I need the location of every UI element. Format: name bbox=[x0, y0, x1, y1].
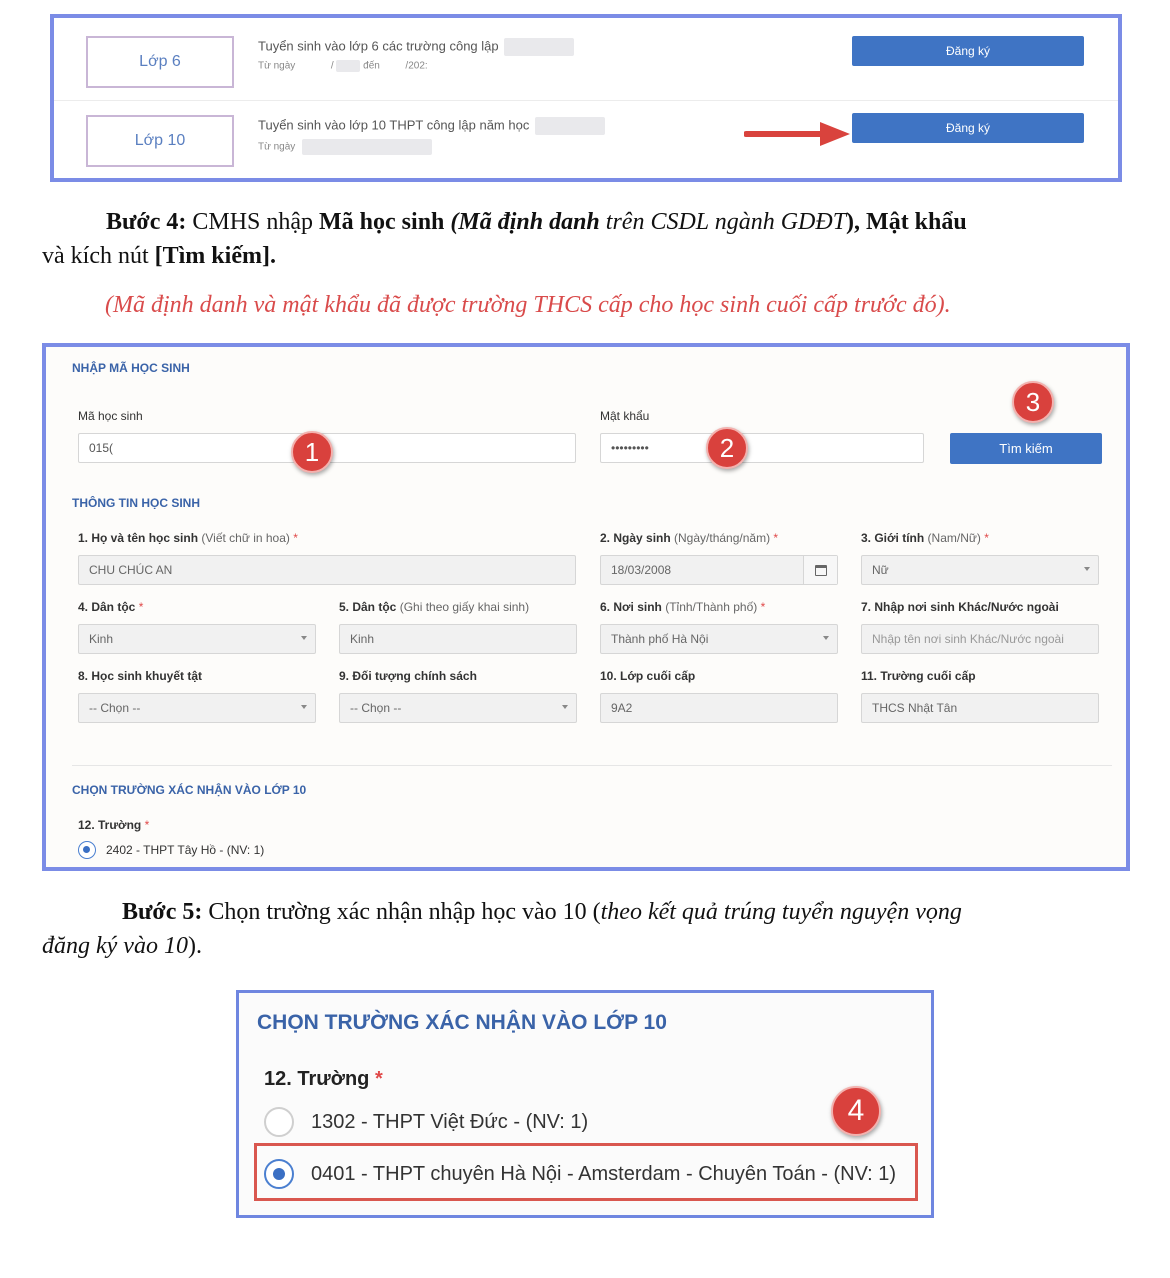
section-title-choose-school: CHỌN TRƯỜNG XÁC NHẬN VÀO LỚP 10 bbox=[72, 783, 307, 797]
school-option-label: 0401 - THPT chuyên Hà Nội - Amsterdam - Chuyên Toán - (NV: 1) bbox=[311, 1163, 897, 1185]
disability-label: 8. Học sinh khuyết tật bbox=[78, 669, 203, 683]
grade-label: Lớp 6 bbox=[86, 36, 234, 88]
chevron-down-icon bbox=[562, 705, 568, 709]
step-badge-2: 2 bbox=[706, 427, 748, 469]
last-school-input[interactable]: THCS Nhật Tân bbox=[861, 693, 1099, 723]
step-badge-1: 1 bbox=[291, 431, 333, 473]
choice-school-label: 12. Trường * bbox=[264, 1068, 383, 1090]
register-button-grade10[interactable]: Đăng ký bbox=[852, 113, 1084, 143]
password-input[interactable]: ••••••••• bbox=[600, 433, 924, 463]
student-form-panel bbox=[42, 343, 1130, 871]
ethnicity-select[interactable]: Kinh bbox=[78, 624, 316, 654]
school-choice-panel bbox=[236, 990, 934, 1218]
school-label: 12. Trường * bbox=[78, 818, 150, 832]
note-text: (Mã định danh và mật khẩu đã được trường THCS cấp cho học sinh cuối cấp trước đó). bbox=[105, 292, 951, 318]
section-title-enter-code: NHẬP MÃ HỌC SINH bbox=[72, 361, 190, 375]
step-badge-3: 3 bbox=[1012, 381, 1054, 423]
step4-instruction: Bước 4: CMHS nhập Mã học sinh (Mã định danh trên CSDL ngành GDĐT), Mật khẩu và kích nút [Tìm kiếm]. bbox=[42, 209, 967, 269]
other-birthplace-label: 7. Nhập nơi sinh Khác/Nước ngoài bbox=[861, 600, 1059, 614]
search-button[interactable]: Tìm kiếm bbox=[950, 433, 1102, 464]
chevron-down-icon bbox=[301, 636, 307, 640]
registration-title: Tuyển sinh vào lớp 10 THPT công lập năm học bbox=[258, 117, 605, 135]
gender-label: 3. Giới tính (Nam/Nữ) * bbox=[861, 531, 989, 545]
divider bbox=[72, 765, 1112, 766]
arrow-right-icon bbox=[744, 121, 852, 147]
last-school-label: 11. Trường cuối cấp bbox=[861, 669, 976, 683]
birthplace-label: 6. Nơi sinh (Tỉnh/Thành phố) * bbox=[600, 600, 766, 614]
chevron-down-icon bbox=[301, 705, 307, 709]
school-option-radio[interactable] bbox=[264, 1107, 294, 1137]
step5-instruction: Bước 5: Chọn trường xác nhận nhập học vào 10 (theo kết quả trúng tuyển nguyện vọng đăng ký vào 10). bbox=[42, 899, 962, 959]
birthdate-label: 2. Ngày sinh (Ngày/tháng/năm) * bbox=[600, 531, 779, 545]
birthdate-input[interactable]: 18/03/2008 bbox=[600, 555, 838, 585]
policy-group-label: 9. Đối tượng chính sách bbox=[339, 669, 477, 683]
school-option-radio-selected[interactable] bbox=[264, 1159, 294, 1189]
last-class-input[interactable]: 9A2 bbox=[600, 693, 838, 723]
student-code-input[interactable]: 015( bbox=[78, 433, 576, 463]
redacted-text bbox=[302, 139, 432, 155]
chevron-down-icon bbox=[823, 636, 829, 640]
registration-row-grade10 bbox=[54, 100, 1118, 178]
school-radio[interactable] bbox=[78, 841, 96, 859]
school-option-label: 1302 - THPT Việt Đức - (NV: 1) bbox=[311, 1111, 589, 1133]
register-button-grade6[interactable]: Đăng ký bbox=[852, 36, 1084, 66]
password-label: Mật khẩu bbox=[600, 409, 650, 423]
fullname-input[interactable]: CHU CHÚC AN bbox=[78, 555, 576, 585]
chevron-down-icon bbox=[1084, 567, 1090, 571]
school-option-label: 2402 - THPT Tây Hồ - (NV: 1) bbox=[106, 843, 265, 857]
ethnicity-label: 4. Dân tộc * bbox=[78, 600, 144, 614]
step-badge-4: 4 bbox=[831, 1086, 881, 1136]
redacted-text bbox=[535, 117, 605, 135]
other-birthplace-input[interactable]: Nhập tên nơi sinh Khác/Nước ngoài bbox=[861, 624, 1099, 654]
choice-title: CHỌN TRƯỜNG XÁC NHẬN VÀO LỚP 10 bbox=[257, 1011, 667, 1034]
registration-date: Từ ngày bbox=[258, 139, 432, 155]
fullname-label: 1. Họ và tên học sinh (Viết chữ in hoa) * bbox=[78, 531, 298, 545]
ethnicity-birth-cert-label: 5. Dân tộc (Ghi theo giấy khai sinh) bbox=[339, 600, 530, 614]
redacted-text bbox=[336, 60, 360, 72]
last-class-label: 10. Lớp cuối cấp bbox=[600, 669, 696, 683]
grade-label: Lớp 10 bbox=[86, 115, 234, 167]
calendar-icon[interactable] bbox=[803, 556, 837, 584]
registration-date: Từ ngày / đến /202: bbox=[258, 60, 428, 72]
birthplace-select[interactable]: Thành phố Hà Nội bbox=[600, 624, 838, 654]
registration-panel bbox=[50, 14, 1122, 182]
gender-select[interactable]: Nữ bbox=[861, 555, 1099, 585]
registration-row-grade6 bbox=[54, 22, 1118, 100]
disability-select[interactable]: -- Chọn -- bbox=[78, 693, 316, 723]
redacted-text bbox=[504, 38, 574, 56]
section-title-student-info: THÔNG TIN HỌC SINH bbox=[72, 496, 200, 510]
ethnicity-birth-cert-input[interactable]: Kinh bbox=[339, 624, 577, 654]
student-code-label: Mã học sinh bbox=[78, 409, 143, 423]
registration-title: Tuyển sinh vào lớp 6 các trường công lập bbox=[258, 38, 574, 56]
policy-group-select[interactable]: -- Chọn -- bbox=[339, 693, 577, 723]
